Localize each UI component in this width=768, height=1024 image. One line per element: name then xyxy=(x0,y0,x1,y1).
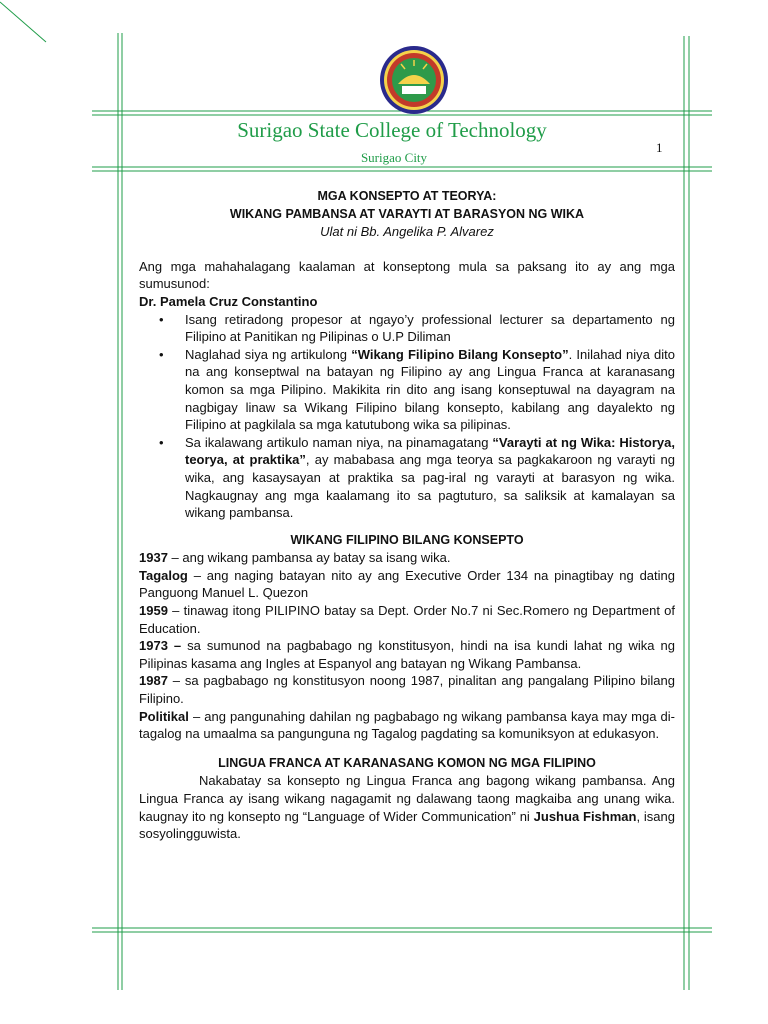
bullet-icon: • xyxy=(159,346,164,362)
lingua-franca-paragraph: Nakabatay sa konsepto ng Lingua Franca ang bagong wikang pambansa. Ang Lingua Franca ay isang wikang nagagamit ng dalawang taong magkaiba ang unang wika. kaugnay ito ng konsepto ng “Language of Wider Communication” ni Jushua Fishman, isang sosyolingguwista. xyxy=(139,773,675,842)
doc-byline: Ulat ni Bb. Angelika P. Alvarez xyxy=(320,224,494,240)
section-heading-konsepto: WIKANG FILIPINO BILANG KONSEPTO xyxy=(290,532,524,547)
college-seal-logo xyxy=(378,44,450,116)
document-body xyxy=(139,188,675,843)
entry-paragraph: 1987 – sa pagbabago ng konstitusyon noong 1987, pinalitan ang pangalang Pilipino bilang Filipino. xyxy=(139,673,675,707)
entry-paragraph: 1937 – ang wikang pambansa ay batay sa isang wika. xyxy=(139,550,451,566)
bullet-list xyxy=(139,311,675,522)
person-heading: Dr. Pamela Cruz Constantino xyxy=(139,293,318,309)
list-item: • Naglahad siya ng artikulong “Wikang Filipino Bilang Konsepto”. Inilahad niya dito na ang konseptwal na batayan ng Filipino ay ang Lingua Franca at karanasang komon sa mga Pilipino. Makikita rin dito ang isang konseptuwal na dayagram na nagbigay linaw sa Wikang Filipino bilang konsepto, kabilang ang dayalekto ng Filipino at pagkilala sa mga katutubong wika sa pilipinas. xyxy=(159,346,675,433)
intro-paragraph: Ang mga mahahalagang kaalaman at konseptong mula sa paksang ito ay ang mga sumusunod: xyxy=(139,258,675,292)
bullet-icon: • xyxy=(159,311,164,327)
entry-paragraph: 1959 – tinawag itong PILIPINO batay sa Dept. Order No.7 ni Sec.Romero ng Department of Education. xyxy=(139,603,675,636)
corner-mark xyxy=(0,2,46,42)
college-city: Surigao City xyxy=(360,150,428,165)
doc-title-line2: WIKANG PAMBANSA AT VARAYTI AT BARASYON NG WIKA xyxy=(229,206,585,221)
page-number: 1 xyxy=(656,140,663,155)
section-heading-lingua-franca: LINGUA FRANCA AT KARANASANG KOMON NG MGA FILIPINO xyxy=(218,755,596,770)
bullet-icon: • xyxy=(159,434,164,450)
list-item: • Sa ikalawang artikulo naman niya, na pinamagatang “Varayti at ng Wika: Historya, teorya, at praktika”, ay mababasa ang mga teorya sa pagkakaroon ng varayti ng wika, ang kasaysayan at praktika sa pag-iral ng varayti at barasyon ng wika. Nagkaugnay ang mga kaalamang ito sa pagtuturo, sa saliksik at kamalayan sa wikang pambansa. xyxy=(159,434,675,521)
doc-title-line1: MGA KONSEPTO AT TEORYA: xyxy=(317,189,497,203)
entry-paragraph: 1973 – sa sumunod na pagbabago ng konstitusyon, hindi na isa kundi lahat ng wika ng Pilipinas kasama ang Ingles at Espanyol ang batayan ng Wikang Pambansa. xyxy=(139,638,675,671)
college-name: Surigao State College of Technology xyxy=(237,118,547,142)
list-item: • Isang retiradong propesor at ngayo’y professional lecturer sa departamento ng Filipino at Panitikan ng Pilipinas o U.P Diliman xyxy=(159,311,675,345)
entry-paragraph: Politikal – ang pangunahing dahilan ng pagbabago ng wikang pambansa kaya may mga di-tagalog na umaalma sa pangunguna ng Tagalog pagdating sa komuniksyon at edukasyon. xyxy=(139,708,675,742)
entry-paragraph: Tagalog – ang naging batayan nito ay ang Executive Order 134 na pinagtibay ng dating Panguong Manuel L. Quezon xyxy=(139,567,675,601)
